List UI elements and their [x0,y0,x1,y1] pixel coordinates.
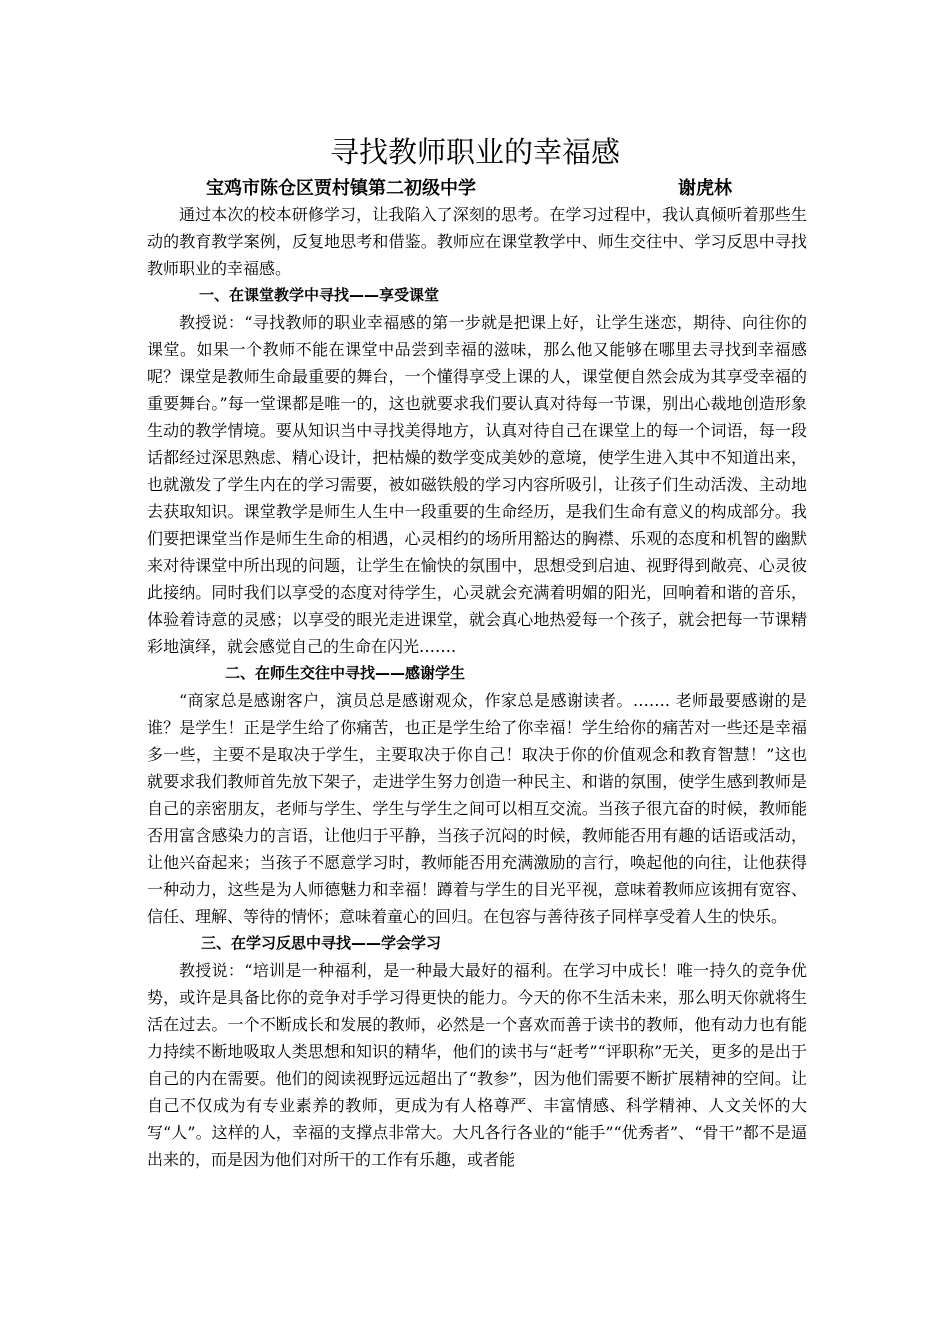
section-paragraph-2: “商家总是感谢客户，演员总是感谢观众，作家总是感谢读者。……. 老师最要感谢的是谁？是学生！正是学生给了你痛苦，也正是学生给了你幸福！学生给你的痛苦对一些还是幸福多一些，主要不是取决于学生，主要取决于你自己！取决于你的价值观念和教育智慧！”这也就要求我们教师首先放下架子，走进学生努力创造一种民主、和谐的氛围，使学生感到教师是自己的亲密朋友，老师与学生、学生与学生之间可以相互交流。当孩子很亢奋的时候，教师能否用富含感染力的言语，让他归于平静，当孩子沉闷的时候，教师能否用有趣的话语或活动，让他兴奋起来；当孩子不愿意学习时，教师能否用充满激励的言行，唤起他的向往，让他获得一种动力，这些是为人师德魅力和幸福！蹲着与学生的目光平视，意味着教师应该拥有宽容、信任、理解、等待的情怀；意味着童心的回归。在包容与善待孩子同样享受着人生的快乐。 [147,691,807,926]
section-heading-1: 一、在课堂教学中寻找——享受课堂 [199,286,440,304]
section-paragraph-3: 教授说：“培训是一种福利，是一种最大最好的福利。在学习中成长！唯一持久的竞争优势，或许是具备比你的竞争对手学习得更快的能力。今天的你不生活未来，那么明天你就将生活在过去。一个不断成长和发展的教师，必然是一个喜欢而善于读书的教师，他有动力也有能力持续不断地吸取人类思想和知识的精华，他们的读书与“赶考”“评职称”无关，更多的是出于自己的内在需要。他们的阅读视野远远超出了“教参”，因为他们需要不断扩展精神的空间。让自己不仅成为有专业素养的教师，更成为有人格尊严、丰富情感、科学精神、人文关怀的大写“人”。这样的人，幸福的支撑点非常大。大凡各行各业的“能手”“优秀者”、“骨干”都不是逼出来的，而是因为他们对所干的工作有乐趣，或者能 [147,961,807,1169]
byline [0,176,950,202]
article-body [147,201,807,1173]
author-name: 谢虎林 [678,178,732,199]
document-title: 寻找教师职业的幸福感 [329,135,620,169]
section-paragraph-1: 教授说：“寻找教师的职业幸福感的第一步就是把课上好，让学生迷恋，期待、向往你的课堂。如果一个教师不能在课堂中品尝到幸福的滋味，那么他又能够在哪里去寻找到幸福感呢？课堂是教师生命最重要的舞台，一个懂得享受上课的人，课堂便自然会成为其享受幸福的重要舞台。”每一堂课都是唯一的，这也就要求我们要认真对待每一节课，别出心裁地创造形象生动的教学情境。要从知识当中寻找美得地方，认真对待自己在课堂上的每一个词语，每一段话都经过深思熟虑、精心设计，把枯燥的数学变成美妙的意境，使学生进入其中不知道出来，也就激发了学生内在的学习需要，被如磁铁般的学习内容所吸引，让孩子们生动活泼、主动地去获取知识。课堂教学是师生人生中一段重要的生命经历，是我们生命有意义的构成部分。我们要把课堂当作是师生生命的相遇，心灵相约的场所用豁达的胸襟、乐观的态度和机智的幽默来对待课堂中所出现的问题，让学生在愉快的氛围中，思想受到启迪、视野得到敞亮、心灵彼此接纳。同时我们以享受的态度对待学生，心灵就会充满着明媚的阳光，回响着和谐的音乐，体验着诗意的灵感；以享受的眼光走进课堂，就会真心地热爱每一个孩子，就会把每一节课精彩地演绎，就会感觉自己的生命在闪光……. [147,313,807,656]
section-heading-2: 二、在师生交往中寻找——感谢学生 [225,664,466,682]
intro-paragraph: 通过本次的校本研修学习，让我陷入了深刻的思考。在学习过程中，我认真倾听着那些生动的教育教学案例，反复地思考和借鉴。教师应在课堂教学中、师生交往中、学习反思中寻找教师职业的幸福感。 [147,205,807,278]
section-heading-3: 三、在学习反思中寻找——学会学习 [201,934,442,952]
school-name: 宝鸡市陈仓区贾村镇第二初级中学 [206,178,476,199]
